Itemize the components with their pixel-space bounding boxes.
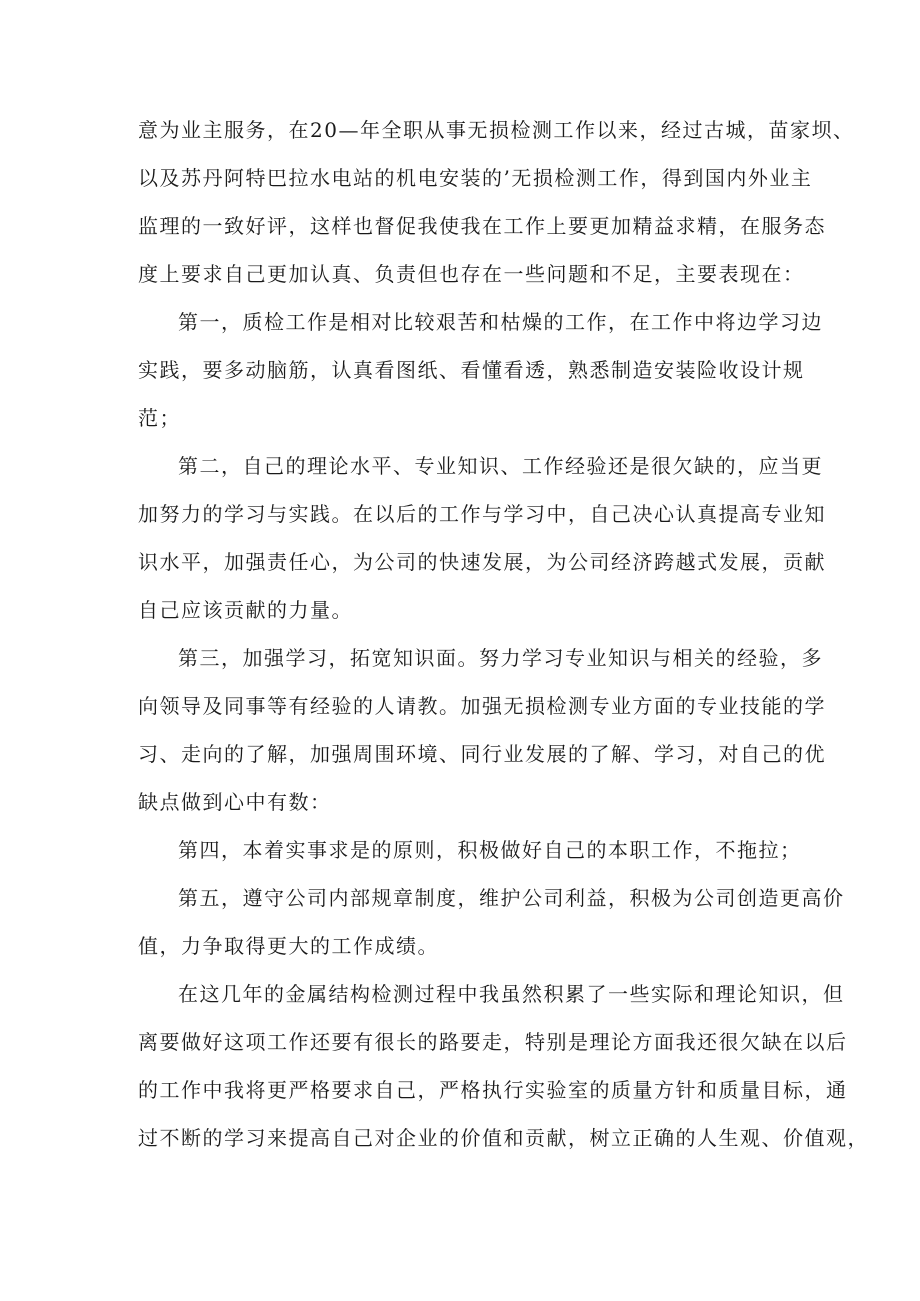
text-line: 第三，加强学习，拓宽知识面。努力学习专业知识与相关的经验，多 bbox=[178, 646, 823, 670]
text-line: 第五，遵守公司内部规章制度，维护公司利益，积极为公司创造更高价 bbox=[178, 886, 845, 910]
text-line: 过不断的学习来提高自己对企业的价值和贡献，树立正确的人生观、价值观， bbox=[138, 1126, 869, 1150]
text-line: 识水平，加强责任心，为公司的快速发展，为公司经济跨越式发展，贡献 bbox=[138, 550, 826, 574]
text-line: 值，力争取得更大的工作成绩。 bbox=[138, 934, 439, 958]
text-line: 缺点做到心中有数： bbox=[138, 790, 332, 814]
text-line: 第四，本着实事求是的原则，积极做好自己的本职工作，不拖拉； bbox=[178, 838, 802, 862]
text-line: 的工作中我将更严格要求自己，严格执行实验室的质量方针和质量目标，通 bbox=[138, 1078, 848, 1102]
text-line: 在这几年的金属结构检测过程中我虽然积累了一些实际和理论知识，但 bbox=[178, 982, 845, 1006]
text-line: 度上要求自己更加认真、负责但也存在一些问题和不足，主要表现在： bbox=[138, 262, 805, 286]
text-line: 自己应该贡献的力量。 bbox=[138, 598, 353, 622]
text-line: 向领导及同事等有经验的人请教。加强无损检测专业方面的专业技能的学 bbox=[138, 694, 826, 718]
text-line: 离要做好这项工作还要有很长的路要走，特别是理论方面我还很欠缺在以后 bbox=[138, 1030, 848, 1054]
text-line: 第二，自己的理论水平、专业知识、工作经验还是很欠缺的，应当更 bbox=[178, 454, 823, 478]
text-line: 实践，要多动脑筋，认真看图纸、看懂看透，熟悉制造安装险收设计规 bbox=[138, 358, 805, 382]
document-body bbox=[138, 106, 869, 1162]
text-line: 范； bbox=[138, 406, 181, 430]
text-line: 习、走向的了解，加强周围环境、同行业发展的了解、学习，对自己的优 bbox=[138, 742, 826, 766]
text-line: 加努力的学习与实践。在以后的工作与学习中，自己决心认真提高专业知 bbox=[138, 502, 826, 526]
text-line: 监理的一致好评，这样也督促我使我在工作上要更加精益求精，在服务态 bbox=[138, 214, 826, 238]
text-line: 意为业主服务，在20—年全职从事无损检测工作以来，经过古城，苗家坝、 bbox=[138, 118, 855, 142]
text-line: 以及苏丹阿特巴拉水电站的机电安装的’无损检测工作，得到国内外业主 bbox=[138, 166, 813, 190]
text-line: 第一，质检工作是相对比较艰苦和枯燥的工作，在工作中将边学习边 bbox=[178, 310, 823, 334]
